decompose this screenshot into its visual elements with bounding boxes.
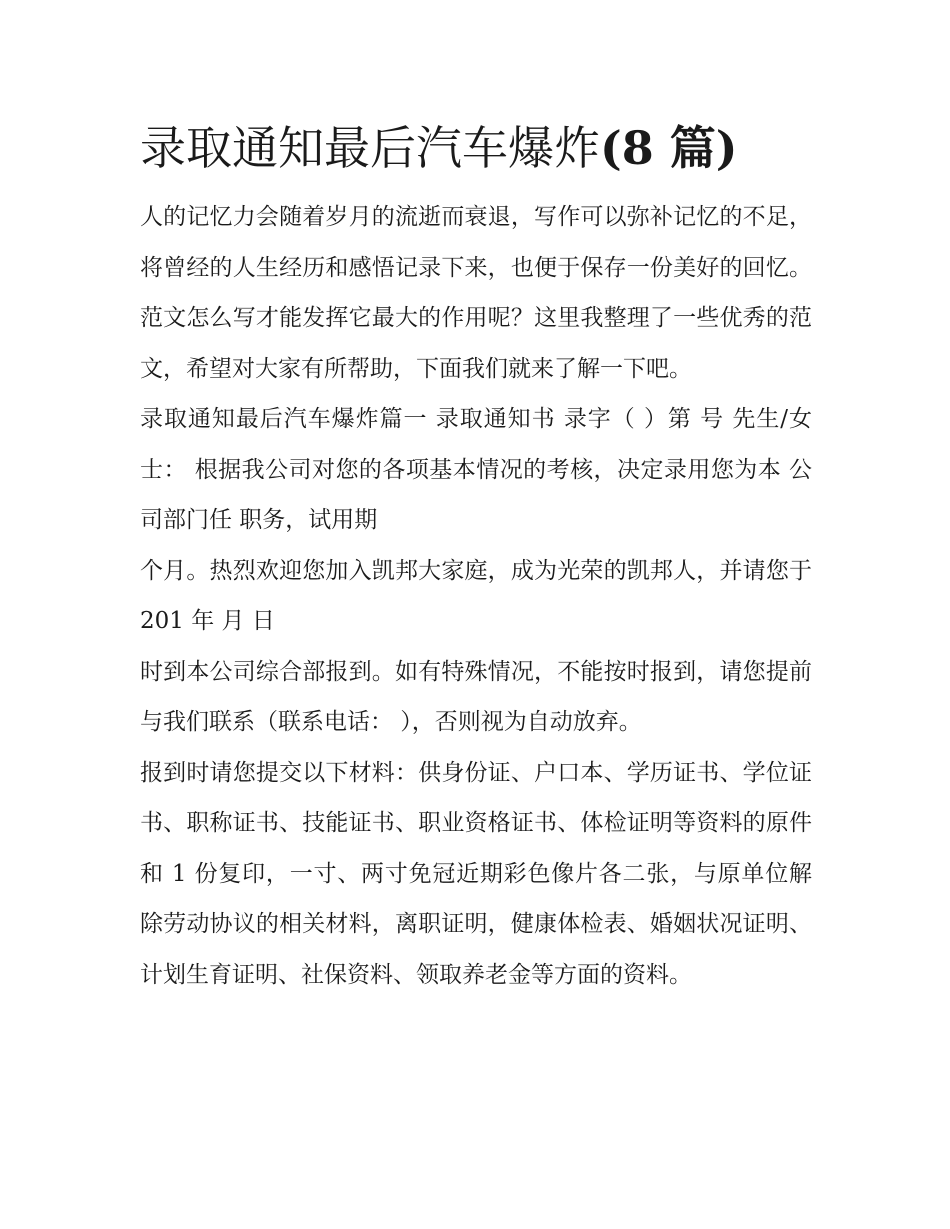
title-main: 录取通知最后汽车爆炸 <box>140 121 600 175</box>
paragraph-intro: 人的记忆力会随着岁月的流逝而衰退，写作可以弥补记忆的不足，将曾经的人生经历和感悟记录下来，也便于保存一份美好的回忆。范文怎么写才能发挥它最大的作用呢？这里我整理了一些优秀的范文，希望对大家有所帮助，下面我们就来了解一下吧。 <box>140 204 812 382</box>
paragraph-report-time: 时到本公司综合部报到。如有特殊情况，不能按时报到，请您提前与我们联系（联系电话： ），否则视为自动放弃。 <box>140 658 812 735</box>
paragraph-notice-header: 录取通知最后汽车爆炸篇一 录取通知书 录字（ ）第 号 先生/女士： 根据我公司对您的各项基本情况的考核，决定录用您为本 公司部门任 职务，试用期 <box>140 406 812 533</box>
document-title <box>140 118 812 178</box>
document-page <box>140 118 812 1000</box>
paragraph-materials: 报到时请您提交以下材料：供身份证、户口本、学历证书、学位证书、职称证书、技能证书、职业资格证书、体检证明等资料的原件和 1 份复印，一寸、两寸免冠近期彩色像片各二张，与原单位解除劳动协议的相关材料，离职证明，健康体检表、婚姻状况证明、计划生育证明、社保资料、领取养老金等方面的资料。 <box>140 759 812 988</box>
title-suffix: (8 篇) <box>600 121 738 175</box>
paragraph-welcome: 个月。热烈欢迎您加入凯邦大家庭，成为光荣的凯邦人，并请您于 201 年 月 日 <box>140 557 812 634</box>
